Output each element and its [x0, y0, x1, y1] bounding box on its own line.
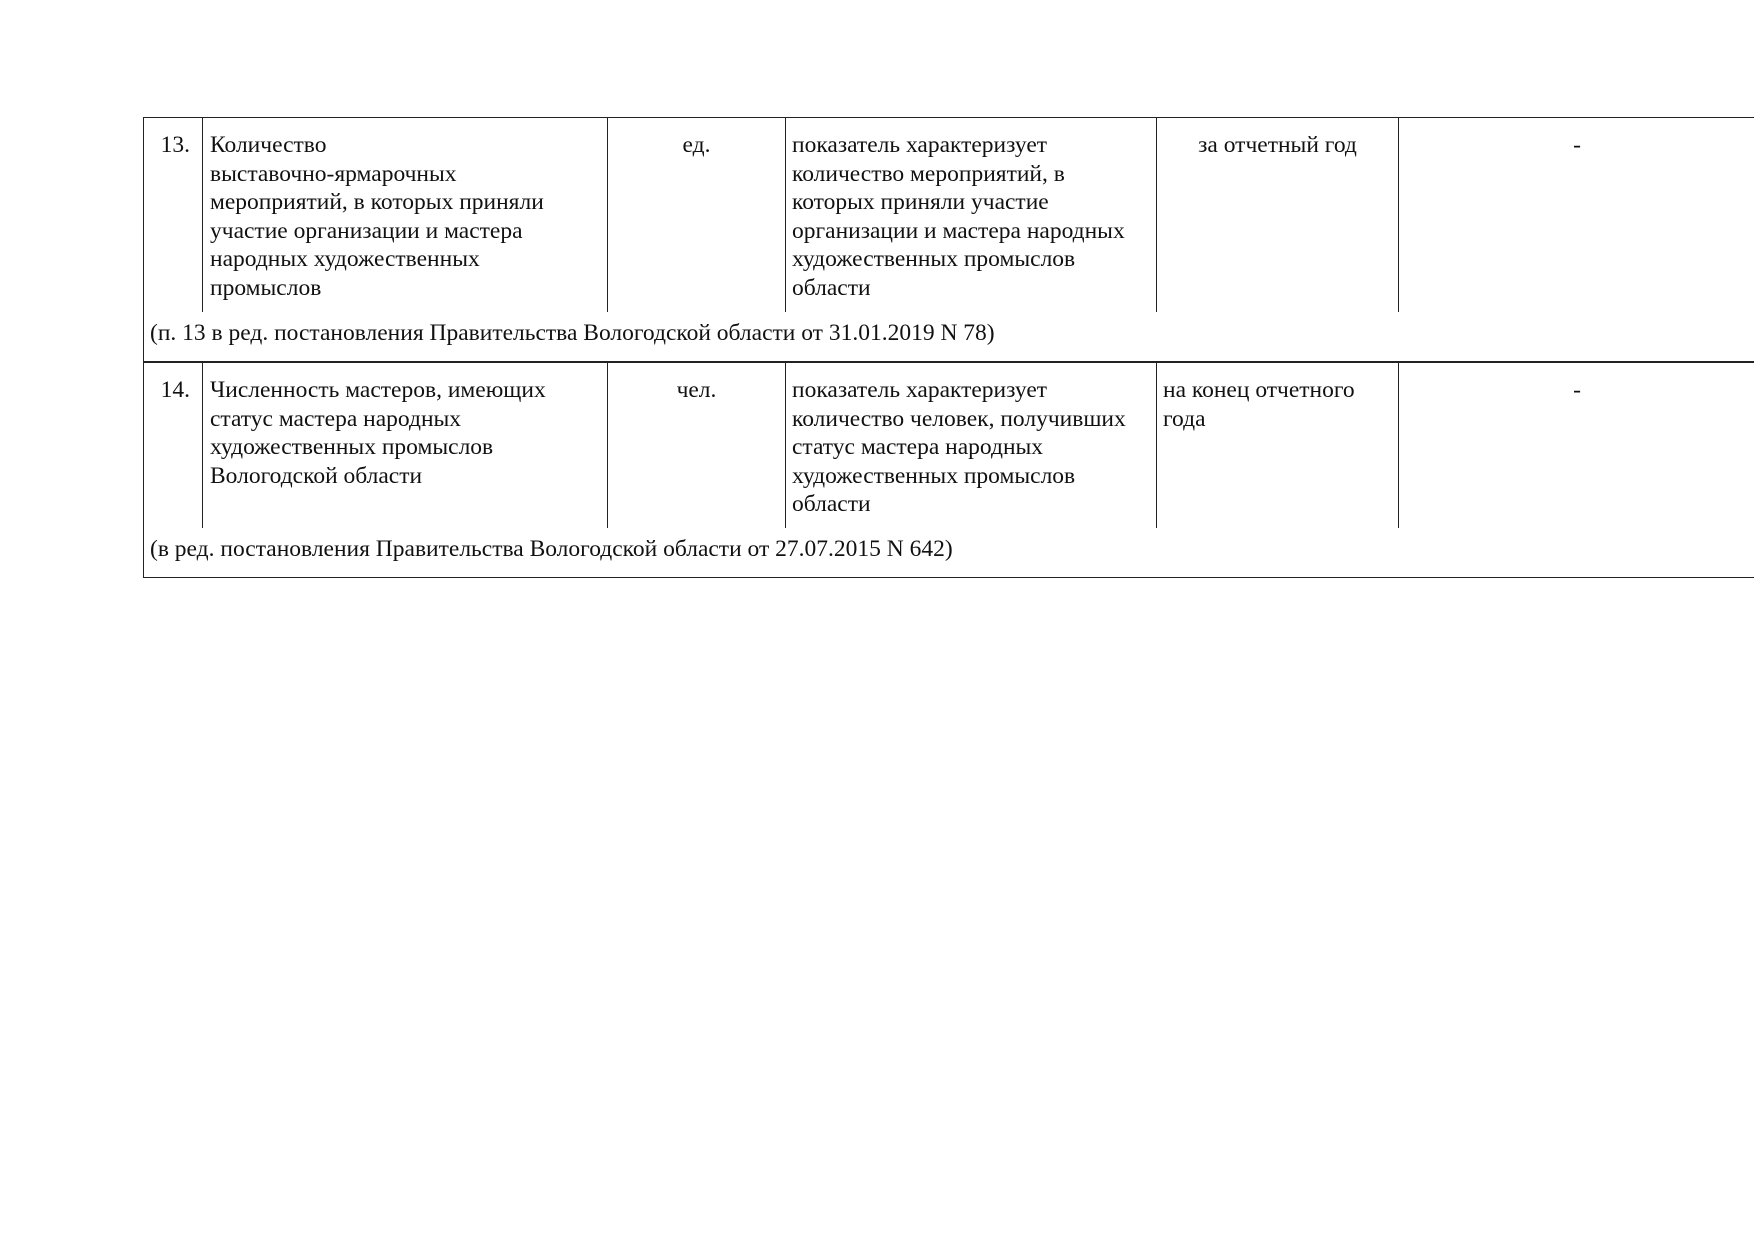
indicator-description: показатель характеризует количество человек, получивших статус мастера народных художественных промыслов области: [786, 363, 1157, 528]
indicator-name: Количество выставочно-ярмарочных мероприятий, в которых приняли участие организации и мастера народных художественных промыслов: [203, 118, 608, 312]
table-row: [144, 362, 1754, 528]
unit-of-measure: чел.: [608, 363, 786, 528]
indicator-note: -: [1573, 377, 1581, 403]
indicators-table: [143, 117, 1754, 578]
row-number: 14.: [144, 363, 203, 528]
indicator-note: -: [1573, 132, 1581, 158]
amendment-note: (п. 13 в ред. постановления Правительства Вологодской области от 31.01.2019 N 78): [144, 312, 1754, 362]
amendment-note: (в ред. постановления Правительства Вологодской области от 27.07.2015 N 642): [144, 528, 1754, 578]
table-row: [144, 118, 1754, 312]
unit-of-measure: ед.: [608, 118, 786, 312]
indicator-name: Численность мастеров, имеющих статус мастера народных художественных промыслов Вологодской области: [203, 363, 608, 528]
row-number: 13.: [144, 118, 203, 312]
reporting-period: на конец отчетного года: [1157, 363, 1399, 528]
reporting-period: за отчетный год: [1157, 118, 1399, 312]
indicator-description: показатель характеризует количество мероприятий, в которых приняли участие организации и мастера народных художественных промыслов области: [786, 118, 1157, 312]
